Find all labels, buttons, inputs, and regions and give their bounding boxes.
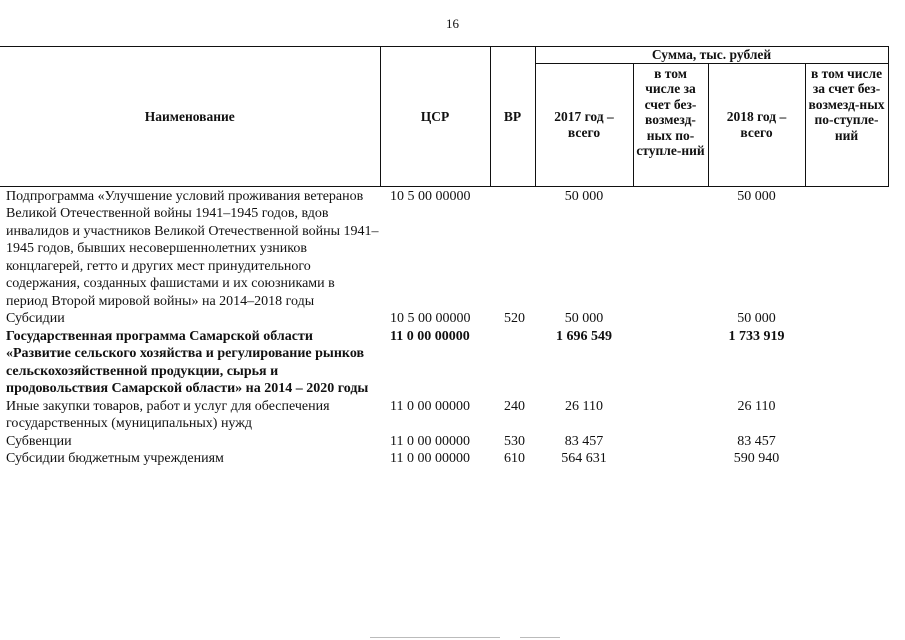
header-sum-group: Сумма, тыс. рублей xyxy=(535,47,888,64)
scan-artifact-line xyxy=(520,637,560,638)
row-2018-grants xyxy=(805,186,888,310)
row-2018-total: 83 457 xyxy=(737,433,776,449)
table-row xyxy=(0,450,888,468)
row-2018-grants xyxy=(805,433,888,451)
row-name: Подпрограмма «Улучшение условий проживания ветеранов Великой Отечественной войны 1941–1945 годов, вдов инвалидов и участников Великой Отечественной войны 1941–1945 годов, бывших несовершеннолетних узников концлагерей, гетто и других мест принудительного содержания, созданных фашистами и их союзниками в период Второй мировой войны» на 2014–2018 годы xyxy=(6,188,379,309)
row-csr: 11 0 00 00000 xyxy=(390,433,470,449)
row-vr: 240 xyxy=(504,398,525,414)
row-csr: 11 0 00 00000 xyxy=(390,451,470,466)
row-2018-grants xyxy=(805,310,888,328)
row-vr: 520 xyxy=(504,311,525,326)
row-2018-total: 50 000 xyxy=(737,188,776,204)
table-body xyxy=(0,186,888,468)
header-year1-grants: в том числе за счет без-возмезд-ных по-ступле-ний xyxy=(633,63,708,186)
row-2017-grants xyxy=(633,433,708,451)
row-vr xyxy=(490,186,535,310)
row-2017-total: 26 110 xyxy=(565,398,603,414)
row-2018-grants xyxy=(805,328,888,398)
row-2017-total: 50 000 xyxy=(564,188,604,204)
row-2017-total: 564 631 xyxy=(561,451,607,466)
table-row xyxy=(0,398,888,433)
row-vr: 610 xyxy=(504,451,525,466)
row-csr: 11 0 00 00000 xyxy=(390,398,470,414)
row-vr xyxy=(490,328,535,398)
header-year1-total: 2017 год – всего xyxy=(535,63,633,186)
row-2018-total: 590 940 xyxy=(733,451,780,466)
row-2017-grants xyxy=(633,328,708,398)
row-2017-grants xyxy=(633,450,708,468)
header-year2-grants: в том числе за счет без-возмезд-ных по-ступле-ний xyxy=(805,63,888,186)
row-2017-grants xyxy=(633,186,708,310)
budget-table xyxy=(0,46,889,468)
row-vr: 530 xyxy=(504,433,525,449)
row-2017-total: 83 457 xyxy=(564,433,604,449)
header-year2-total: 2018 год – всего xyxy=(708,63,805,186)
row-2017-total: 50 000 xyxy=(564,311,604,326)
row-name: Субсидии xyxy=(6,311,65,326)
row-2017-grants xyxy=(633,398,708,433)
row-csr: 10 5 00 00000 xyxy=(390,188,471,204)
row-2017-grants xyxy=(633,310,708,328)
row-name: Государственная программа Самарской области «Развитие сельского хозяйства и регулирование рынков сельскохозяйственной продукции, сырья и продовольствия Самарской области» на 2014 – 2020 годы xyxy=(6,328,369,396)
row-csr: 10 5 00 00000 xyxy=(390,311,471,326)
row-2018-total: 50 000 xyxy=(737,311,776,326)
table-row xyxy=(0,433,888,451)
row-name: Иные закупки товаров, работ и услуг для обеспечения государственных (муниципальных) нужд xyxy=(6,398,330,431)
table-row xyxy=(0,310,888,328)
header-name: Наименование xyxy=(0,47,380,187)
header-vr: ВР xyxy=(490,47,535,187)
row-2018-grants xyxy=(805,398,888,433)
row-2017-total: 1 696 549 xyxy=(556,328,612,344)
row-2018-grants xyxy=(805,450,888,468)
page-number: 16 xyxy=(446,16,459,31)
scan-artifact-line xyxy=(370,637,500,638)
row-csr: 11 0 00 00000 xyxy=(390,328,470,344)
header-csr: ЦСР xyxy=(380,47,490,187)
table-row xyxy=(0,328,888,398)
table-header xyxy=(0,47,888,187)
table-row xyxy=(0,186,888,310)
row-2018-total: 26 110 xyxy=(737,398,776,414)
row-2018-total: 1 733 919 xyxy=(728,328,785,344)
row-name: Субвенции xyxy=(6,433,72,449)
row-name: Субсидии бюджетным учреждениям xyxy=(6,451,224,466)
